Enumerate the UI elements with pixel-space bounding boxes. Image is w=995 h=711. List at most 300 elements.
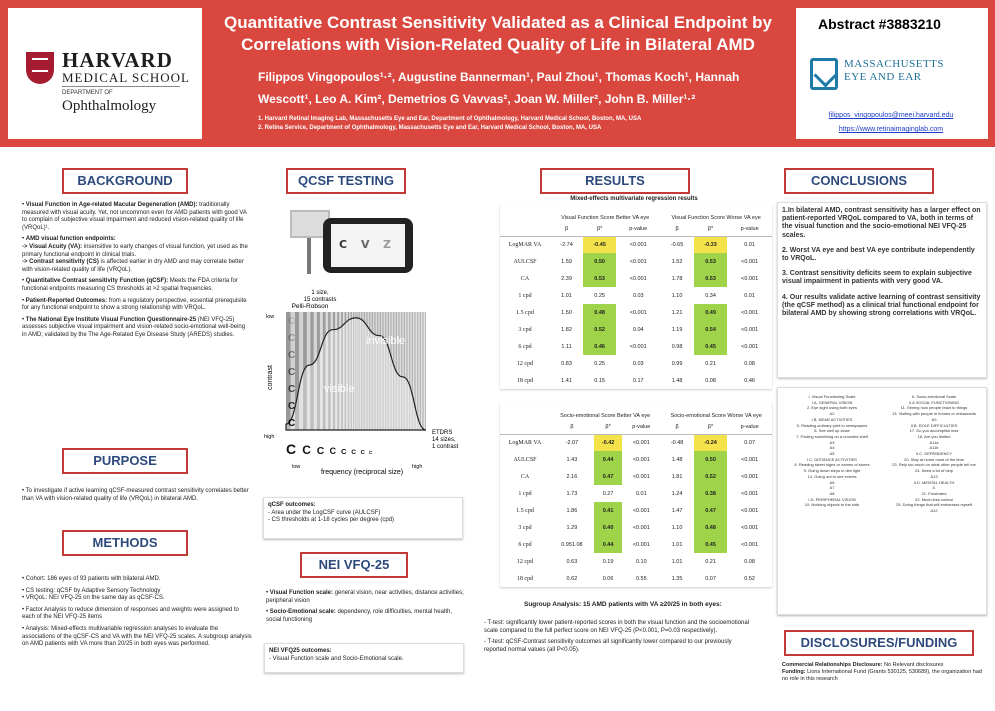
chart-invisible-label: invisible — [366, 335, 406, 347]
poster-header — [0, 0, 995, 147]
table-cell: <0.001 — [741, 343, 759, 350]
etdrs-letter: C — [351, 449, 357, 456]
table-cell: 0.62 — [566, 575, 578, 582]
disclosure-head: Commercial Relationships Disclosure: — [782, 662, 883, 668]
vfq-left-column — [782, 394, 882, 508]
bg-va-text: insensitive to early changes of visual function, yet used as the primary functional endpoint in clinical trials. — [22, 243, 248, 258]
vfq-item: 2. Eye sight using both eyes — [806, 405, 858, 411]
vfq-item: 21. Frustrated — [921, 490, 947, 496]
bg-va-head: -> Visual Acuity (VA): — [22, 243, 83, 250]
table-cell: 0.53 — [694, 270, 728, 287]
table-cell: 0.27 — [602, 490, 614, 497]
chart-label-top: 1 size, — [311, 290, 329, 296]
pelli-letter: C — [288, 333, 296, 344]
bg-point-4-head: Patient-Reported Outcomes: — [25, 297, 108, 304]
vfq-item: A4 — [829, 445, 835, 451]
authors — [228, 66, 768, 110]
table-column-header: β* — [594, 420, 623, 434]
mee-line-2: EYE AND EAR — [844, 71, 922, 83]
table-cell: 1.48 — [671, 456, 683, 463]
table-column-header: β — [660, 420, 693, 434]
vfq-item: II.A SOCIAL FUNCTIONING — [908, 399, 960, 405]
table-cell: <0.001 — [632, 507, 650, 514]
vfq-item: 11. Seeing how people react to things — [900, 405, 968, 411]
table-cell: 1.29 — [566, 524, 578, 531]
pelli-letter: C — [288, 350, 296, 361]
abstract-id: Abstract #3883210 — [818, 16, 941, 32]
subgroup-head: Sugroup Analysis: 15 AMD patients with VA ≥20/25 in both eyes: — [524, 601, 722, 608]
chart-etdrs-3: 1 contrast — [432, 444, 459, 450]
table-row — [500, 434, 772, 451]
table-cell: 0.25 — [594, 360, 605, 367]
method-3: VRQoL: NEI VFQ-25 on the same day as qCSF-CS. — [25, 595, 165, 602]
table-cell: 2.16 — [566, 473, 578, 480]
table-cell: -0.48 — [670, 439, 684, 446]
conclusion-2: 2. Worst VA eye and best VA eye contribute independently to VRQoL. — [782, 246, 975, 263]
funding-text: Lions International Fund (Grants 530125, 530689), the organization had no role in this research — [782, 669, 982, 682]
harvard-sub: MEDICAL SCHOOL — [62, 70, 190, 85]
table-cell: <0.001 — [632, 524, 650, 531]
vfq-item: I.A. GENERAL VISION — [811, 399, 853, 405]
table-cell: 1.01 — [671, 558, 683, 565]
vfq-item: 10. Noticing objects to the side — [804, 502, 860, 508]
table-cell: 0.21 — [705, 360, 716, 367]
table-cell: 0.50 — [583, 253, 616, 270]
chart-x-low: low — [292, 464, 301, 470]
pelli-letter: C — [288, 401, 296, 412]
table-cell: <0.001 — [629, 309, 647, 316]
table-cell: <0.001 — [632, 473, 650, 480]
csf-chart — [262, 288, 476, 478]
results-table-socio-emotional — [500, 402, 772, 587]
row-label: LogMAR VA — [508, 241, 542, 248]
bg-point-1-text: traditionally measured with visual acuity. Yet, not uncommon even for AMD patients with good VA to complain of subjective visual impairment and reduced vision-related quality of life (VRQoL)¹. — [22, 202, 247, 231]
method-5: Analysis: Mixed-effects multivariable regression analyses to evaluate the associations of the qCSF-CS and VA with the NEI VFQ-25 scales. A subgroup analysis on AMD patients with VA more than 20/25 in both eyes was performed. — [22, 625, 252, 648]
harvard-dept: DEPARTMENT OF — [62, 90, 113, 96]
vfq-item: A11a — [929, 439, 939, 445]
table-row — [500, 355, 772, 372]
vfq-item: II.D. MENTAL HEALTH — [913, 479, 955, 485]
row-label: 18 cpd — [516, 575, 534, 582]
table-cell: 1.35 — [671, 575, 683, 582]
table-cell: 0.01 — [635, 490, 647, 497]
table-cell: <0.001 — [741, 309, 759, 316]
chart-label-top-2: 15 contrasts — [303, 297, 337, 303]
mee-name — [844, 58, 944, 84]
vfq-item: A3 — [829, 439, 835, 445]
etdrs-letter: C — [329, 446, 336, 456]
table-column-header: β — [660, 222, 694, 236]
qcsf-outcomes-head: qCSF outcomes: — [268, 502, 316, 508]
results-table-visual-function — [500, 204, 772, 389]
table-cell: <0.001 — [629, 241, 647, 248]
row-label: 1.5 cpd — [516, 309, 534, 316]
conclusion-3: 3. Contrast sensitivity deficits seem to explain subjective visual impairment in patients with very good VA. — [782, 270, 972, 286]
mee-logo-box — [796, 8, 988, 139]
vfq-item: 13. Visiting with people in homes or restaurants — [892, 411, 976, 417]
nei-vf-head: Visual Function scale: — [269, 590, 334, 596]
table-cell: 0.951.08 — [561, 541, 583, 548]
table-cell: -2.74 — [560, 241, 573, 248]
nei-se-text: dependency, role difficulties, mental health, social functioning — [266, 609, 452, 623]
grating-stripe — [419, 312, 420, 430]
table-cell: 1.24 — [671, 490, 683, 497]
table-row — [500, 270, 772, 287]
table-cell: 1.73 — [566, 490, 578, 497]
etdrs-letter: C — [341, 447, 347, 456]
purpose-text: • To investigate if active learning qCSF-measured contrast sensitivity correlates better than VA with vision-related quality of life (VRQoL) in bilateral AMD. — [22, 488, 249, 502]
table-row — [500, 485, 772, 502]
tablet-screen — [331, 224, 405, 267]
table-row — [500, 570, 772, 587]
table-column-header: β* — [694, 420, 727, 434]
table-cell: 1.50 — [561, 309, 572, 316]
table-cell: 0.63 — [566, 558, 578, 565]
etdrs-letter: C — [360, 450, 365, 456]
vfq-item: A13 — [930, 473, 938, 479]
bg-point-4-text: from a regulatory perspective, essential prerequisite for any functional endpoint to show a strong relationship with VRQoL. — [22, 297, 247, 312]
table-cell: 0.40 — [594, 519, 623, 536]
vfq-item: 24. Need a lot of help — [914, 468, 954, 474]
table-cell: 1.78 — [671, 275, 683, 282]
tablet-letter-1: C — [339, 238, 348, 251]
table-cell: 1.10 — [671, 524, 683, 531]
table-cell: 1.52 — [671, 258, 683, 265]
vfq-item: I.C. DISTANCE ACTIVITIES — [807, 456, 857, 462]
method-1: Cohort: 186 eyes of 93 patients with bilateral AMD. — [25, 576, 161, 582]
table-cell: 1.01 — [561, 292, 572, 299]
table-cell: <0.001 — [741, 275, 759, 282]
table-column-header: p-value — [727, 420, 772, 434]
table-cell: 0.07 — [744, 439, 755, 446]
results-heading: RESULTS — [540, 168, 690, 194]
bg-point-2-head: AMD visual function endpoints: — [25, 236, 116, 243]
table-group-header: Socio-emotional Score Worse VA eye — [670, 413, 762, 419]
table-cell: 0.21 — [705, 558, 716, 565]
bg-point-5-text: (NEI VFQ-25) assesses subjective visual impairment and vision-related socio-emotional well-being in AMD; validated by the The Age-Related Eye Disease Study (AREDS) studies. — [22, 316, 246, 338]
vfq-item: A12 — [930, 508, 938, 514]
tablet-icon — [323, 218, 413, 273]
nei-outcomes-card — [264, 643, 464, 673]
conclusions-card — [777, 202, 987, 378]
pelli-letter: C — [288, 367, 296, 378]
table-column-header: β — [550, 420, 594, 434]
grating-stripe — [420, 312, 421, 430]
table-cell: 0.52 — [583, 321, 616, 338]
row-label: 6 cpd — [518, 343, 532, 350]
tablet-letter-2: V — [361, 238, 370, 251]
mee-shield-icon — [810, 58, 838, 90]
vfq-item: II. Socio-emotional Scale — [911, 394, 957, 399]
table-cell: -0.42 — [594, 434, 623, 451]
chart-y-label: contrast — [267, 365, 274, 390]
table-cell: 0.53 — [694, 253, 728, 270]
harvard-logo-box — [8, 8, 202, 139]
table-cell: 0.52 — [694, 468, 727, 485]
table-cell: 1.43 — [566, 456, 578, 463]
row-label: 3 cpd — [518, 524, 532, 531]
table-cell: <0.001 — [629, 258, 647, 265]
table-group-header: Visual Function Score Worse VA eye — [671, 215, 761, 221]
table-cell: <0.001 — [741, 524, 759, 531]
vfq-right-column — [884, 394, 984, 514]
vfq-item: 22. Much less control — [915, 496, 953, 502]
pelli-letter: C — [288, 384, 296, 395]
vfq-item: 17. Do you accomplish less — [909, 428, 959, 434]
table-column-header: β — [550, 222, 583, 236]
row-label: 6 cpd — [518, 541, 532, 548]
table-cell: 0.47 — [594, 468, 623, 485]
grating-stripe — [417, 312, 418, 430]
table-cell: -2.07 — [565, 439, 579, 446]
table-cell: 1.48 — [671, 377, 683, 384]
table-cell: 1.11 — [561, 343, 572, 350]
nei-heading: NEI VFQ-25 — [300, 552, 408, 578]
table-row — [500, 536, 772, 553]
row-label: 1.5 cpd — [516, 507, 534, 514]
contact-email-link[interactable]: filippos_vingopoulos@meei.harvard.edu — [828, 112, 954, 119]
table-cell: 0.99 — [671, 360, 683, 367]
vfq-item: 5. Reading ordinary print in newspapers — [796, 422, 868, 428]
table-cell: 0.03 — [632, 292, 644, 299]
table-cell: 0.98 — [671, 343, 683, 350]
row-label: LogMAR VA — [508, 439, 542, 446]
vfq-item: A11b — [929, 445, 939, 451]
table-cell: 0.06 — [602, 575, 614, 582]
methods-heading: METHODS — [62, 530, 188, 556]
vfq-item: I.B. NEAR ACTIVITIES — [811, 416, 853, 422]
authors-line-2: Wescott¹, Leo A. Kim², Demetrios G Vavvas², Joan W. Miller², John B. Miller¹·² — [258, 92, 696, 106]
conclusions-heading: CONCLUSIONS — [784, 168, 934, 194]
results-caption: Mixed-effects multivariate regression results — [570, 196, 698, 202]
chart-etdrs-2: 14 sizes, — [432, 437, 456, 443]
table-cell: 0.10 — [635, 558, 647, 565]
table-cell: 0.49 — [694, 304, 728, 321]
affiliations — [258, 115, 778, 133]
table-cell: 0.34 — [705, 292, 716, 299]
table-row — [500, 502, 772, 519]
vfq-item: I. Visual Functioning Scale — [808, 394, 856, 399]
table-row — [500, 451, 772, 468]
table-row — [500, 372, 772, 389]
grating-stripe — [425, 312, 426, 430]
vfq-item: 25. Doing things that will embarrass myself — [895, 502, 973, 508]
funding-head: Funding: — [782, 669, 806, 675]
etdrs-letter: C — [302, 443, 311, 457]
qcsf-heading: QCSF TESTING — [286, 168, 406, 194]
table-cell: 1.21 — [671, 309, 683, 316]
vfq-item: A9 — [931, 416, 937, 422]
disclosures-heading: DISCLOSURES/FUNDING — [784, 630, 974, 656]
vfq-item: A7 — [829, 485, 835, 491]
monitor-stand — [307, 238, 311, 274]
table-cell: 1.10 — [671, 292, 683, 299]
table-cell: 0.52 — [744, 575, 755, 582]
background-text: • Visual Function in Age-related Macular Degeneration (AMD): traditionally measured with visual acuity. Yet, not uncommon even for AMD patients with good VA to complain of subjective visual impairment and reduced vision-related quality of life (VRQoL)¹. • AMD visual function endpoints: -> Visual Acuity (VA): insensitive to early changes of visual function, yet used as the primary functional endpoint in clinical trials. -> Contrast sensitivity (CS) is affected earlier in dry AMD and may correlate better with vision-related quality of life (VRQoL). • Quantitative Contrast sensitivity Function (qCSF): Meets the FDA criteria for functional endpoints measuring CS thresholds at >2 spatial frequencies. • Patient-Reported Outcomes: from a regulatory perspective, essential prerequisite for any functional endpoint to show a strong relationship with VRQoL. • The National Eye Institute Visual Function Questionnaire-25 (NEI VFQ-25) assesses subjective visual impairment and vision-related socio-emotional well-being in AMD; validated by the The Age-Related Eye Disease Study (AREDS) studies. — [22, 202, 248, 338]
background-heading: BACKGROUND — [62, 168, 188, 194]
table-cell: 0.08 — [744, 360, 755, 367]
table-cell: 1.47 — [671, 507, 683, 514]
nei-vf-text: general vision, near activities, distance activities, peripheral vision — [266, 590, 464, 604]
row-label: 1 cpd — [518, 292, 532, 299]
nei-outcomes-head: NEI VFQ25 outcomes: — [269, 648, 332, 654]
vfq-item: A5 — [829, 451, 835, 457]
table-cell: <0.001 — [741, 507, 759, 514]
table-cell: 1.19 — [671, 326, 683, 333]
vfq-item: 9. Going down steps in dim light — [803, 468, 861, 474]
conclusion-1: 1.In bilateral AMD, contrast sensitivity has a larger effect on patient-reported VRQoL compared to VA, both in terms of the visual function and the socio-emotional NEI VFQ-25 scales. — [782, 207, 981, 239]
chart-visible-label: visible — [324, 383, 355, 395]
table-cell: 0.55 — [635, 575, 647, 582]
disclosures-text — [782, 662, 987, 683]
table-cell: 0.44 — [594, 536, 623, 553]
bg-cs-head: -> Contrast sensitivity (CS) — [22, 259, 99, 266]
table-cell: -0.45 — [583, 236, 616, 253]
method-4: Factor Analysis to reduce dimension of responses and weights were assigned to each of the NEI VFQ-25 items — [22, 606, 239, 621]
table-cell: 0.07 — [705, 575, 716, 582]
table-cell: 0.47 — [694, 502, 727, 519]
table-cell: <0.001 — [741, 326, 759, 333]
vfq-item: A2 — [829, 411, 835, 417]
vfq-item: 8. Reading street signs or names of stores — [794, 462, 870, 468]
method-2: CS testing: qCSF by Adaptive Sensory Technology — [25, 587, 161, 594]
vfq-item: 18. Are you limited — [917, 433, 951, 439]
subgroup-text — [484, 620, 754, 658]
lab-website-link[interactable]: https://www.retinaimaginglab.com — [838, 126, 944, 133]
table-cell: -0.24 — [694, 434, 727, 451]
table-cell: 0.01 — [744, 241, 755, 248]
table-cell: 1.82 — [561, 326, 572, 333]
poster-title: Quantitative Contrast Sensitivity Validated as a Clinical Endpoint by Correlations with Vision-Related Quality of Life in Bilateral AMD — [224, 13, 772, 54]
subgroup-point-1: - T-test: significantly lower patient-reported scores in both the visual function and the socioemotional scale compared to the full perfect score on NEI VFQ-25 (P<0.001, P=0.03 respectively). — [484, 620, 750, 634]
table-cell: 0.15 — [594, 377, 605, 384]
bg-cs-text: is affected earlier in dry AMD and may correlate better with vision-related quality of life (VRQoL). — [22, 259, 244, 273]
table-column-header: p-value — [616, 222, 660, 236]
bg-point-5-head: The National Eye Institute Visual Function Questionnaire-25 — [25, 316, 197, 323]
row-label: 12 cpd — [516, 558, 534, 565]
vfq-item: II.C. DEPENDENCY — [915, 451, 953, 457]
table-row — [500, 304, 772, 321]
table-row — [500, 553, 772, 570]
table-row — [500, 519, 772, 536]
nei-outcomes-text: - Visual Function scale and Socio-Emotional scale. — [269, 655, 404, 662]
table-cell: 0.50 — [694, 451, 727, 468]
table-row — [500, 236, 772, 253]
nei-text: • Visual Function scale: general vision, near activities, distance activities, peripheral vision • Socio-Emotional scale: dependency, role difficulties, mental health, social functioning — [266, 590, 464, 623]
purpose-heading: PURPOSE — [62, 448, 188, 474]
table-cell: -0.65 — [670, 241, 684, 248]
harvard-oph: Ophthalmology — [62, 98, 157, 114]
table-cell: 0.45 — [694, 338, 728, 355]
table-column-header: β* — [694, 222, 728, 236]
table-row — [500, 321, 772, 338]
tablet-letter-3: Z — [383, 238, 391, 251]
row-label: 3 cpd — [518, 326, 532, 333]
disclosure-text: No Relevant disclosures — [884, 662, 944, 668]
table-cell: 0.25 — [594, 292, 605, 299]
vfq-item: I.D. PERIPHERAL VISION — [808, 496, 856, 502]
affiliation-2: 2. Retina Service, Department of Ophthalmology, Massachusetts Eye and Ear, Harvard Medical School, Boston, MA, USA — [258, 125, 602, 131]
row-label: CA — [520, 275, 530, 282]
pelli-letter: C — [288, 316, 296, 327]
row-label: 12 cpd — [516, 360, 534, 367]
table-cell: <0.001 — [741, 490, 759, 497]
table-cell: 0.01 — [744, 292, 755, 299]
row-label: AULCSF — [513, 456, 537, 463]
table-cell: <0.001 — [632, 456, 650, 463]
table-cell: <0.001 — [741, 456, 759, 463]
nei-se-head: Socio-Emotional scale: — [269, 609, 336, 616]
table-cell: 1.41 — [561, 377, 572, 384]
vfq-item: 20. Stay at home most of the time — [904, 456, 964, 462]
chart-x-label: frequency (reciprocal size) — [320, 469, 404, 476]
table-cell: 0.54 — [694, 321, 728, 338]
table-row — [500, 287, 772, 304]
table-cell: 0.04 — [632, 326, 644, 333]
table-cell: 0.53 — [583, 270, 616, 287]
table-cell: 0.83 — [561, 360, 572, 367]
table-cell: 1.01 — [671, 541, 683, 548]
table-cell: <0.001 — [632, 541, 650, 548]
table-cell: 0.44 — [594, 451, 623, 468]
pelli-letter: C — [288, 418, 296, 429]
row-label: 1 cpd — [518, 490, 532, 497]
table-cell: 1.81 — [671, 473, 683, 480]
table-cell: 0.46 — [583, 338, 616, 355]
table-group-header: Visual Function Score Better VA eye — [561, 215, 650, 221]
table-cell: 0.48 — [583, 304, 616, 321]
table-cell: 0.17 — [632, 377, 644, 384]
table-cell: 0.38 — [694, 485, 727, 502]
chart-y-low: low — [266, 314, 275, 320]
purpose-body: To investigate if active learning qCSF-measured contrast sensitivity correlates better than VA with vision-related quality of life (VRQoL) in bilateral AMD. — [22, 488, 249, 502]
vfq-item: A8 — [829, 490, 835, 496]
affiliation-1: 1. Harvard Retinal Imaging Lab, Massachusetts Eye and Ear, Department of Ophthalmology, Harvard Medical School, Boston, MA, USA — [258, 116, 642, 122]
vfq-item: 3. — [932, 485, 936, 491]
table-cell: 0.03 — [632, 360, 644, 367]
table-cell: 0.46 — [744, 377, 755, 384]
table-cell: -0.33 — [694, 236, 728, 253]
harvard-shield-icon — [26, 52, 54, 84]
table-group-header: Socio-emotional Score Better VA eye — [560, 413, 651, 419]
authors-line-1: Filippos Vingopoulos¹·², Augustine Bannerman¹, Paul Zhou¹, Thomas Koch¹, Hannah — [258, 70, 740, 84]
table-cell: 0.08 — [705, 377, 716, 384]
vfq-item: 14. Going out to see events — [807, 473, 857, 479]
vfq-item: A6 — [829, 479, 835, 485]
table-column-header: β* — [583, 222, 616, 236]
table-row — [500, 468, 772, 485]
table-cell: 2.39 — [561, 275, 572, 282]
etdrs-letter: C — [286, 441, 297, 457]
table-cell: <0.001 — [741, 473, 759, 480]
chart-label-pelli: Pelli-Robson — [291, 303, 329, 310]
row-label: 18 cpd — [516, 377, 534, 384]
qcsf-outcomes-card — [263, 497, 463, 539]
bg-point-3-text: Meets the FDA criteria for functional endpoints measuring CS thresholds at >2 spatial frequencies. — [22, 278, 238, 292]
table-cell: <0.001 — [629, 343, 647, 350]
vfq-item: 23. Rely too much on what other people tell me — [892, 462, 976, 468]
chart-x-high: high — [412, 464, 423, 470]
etdrs-letter: C — [316, 446, 325, 457]
bg-point-3-head: Quantitative Contrast sensitivity Function (qCSF): — [25, 278, 169, 285]
conclusion-4: 4. Our results validate active learning of contrast sensitivity (the qCSF method) as a clinical trial functional endpoint for bilateral AMD by showing strong correlations with VRQoL. — [782, 293, 981, 318]
table-cell: 0.48 — [694, 519, 727, 536]
table-cell: <0.001 — [741, 541, 759, 548]
etdrs-letter: C — [368, 451, 373, 456]
table-column-header: p-value — [727, 222, 772, 236]
qcsf-outcome-1: - Area under the LogCSF curve (AULCSF) — [268, 509, 381, 516]
vfq-item: 8. See well up close — [814, 428, 850, 434]
